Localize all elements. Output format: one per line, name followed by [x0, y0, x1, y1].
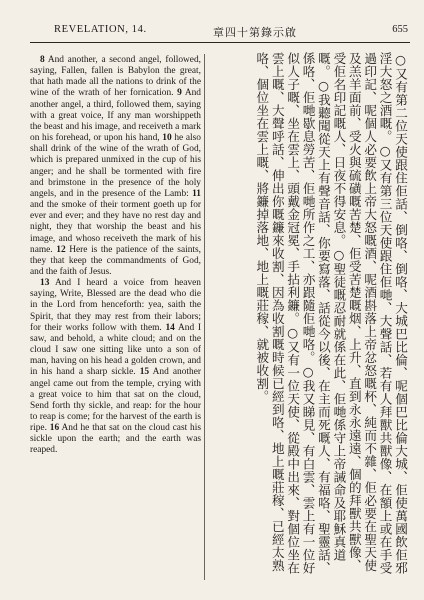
- chinese-text-column: [212, 52, 408, 584]
- column-divider: [204, 54, 205, 580]
- verse-number: 14: [165, 322, 175, 333]
- verse-number: 16: [49, 423, 60, 434]
- verse-text: he also shall drink of the wine of the wrath of God, which is prepared unmixed in the cup of his anger; and he shall be tormented with fire and brimstone in the presence of the holy angels, and in the presence of the Lamb:: [30, 133, 201, 199]
- verse-text: And he that sat on the cloud cast his sickle upon the earth; and the earth was reaped.: [30, 423, 201, 456]
- verse-number: 15: [139, 367, 150, 378]
- verse-text: And another angel, a third, followed them, saying with a great voice, If any man worshippeth the beast and his image, and receiveth a mark on his forehead, or upon his hand,: [30, 88, 201, 144]
- verse-number: 12: [56, 244, 66, 255]
- verse-text: And I saw, and behold, a white cloud; and on the cloud I saw one sitting like unto a son of man, having on his head a golden crown, and in his hand a sharp sickle.: [30, 322, 201, 378]
- english-text-column: [30, 55, 201, 580]
- english-running-title: REVELATION, 14.: [54, 24, 147, 35]
- verse-number: 10: [162, 133, 172, 144]
- verse-number: 11: [192, 188, 201, 199]
- verse-text: And I heard a voice from heaven saying, Write, Blessed are the dead who die in the Lord from henceforth: yea, saith the Spirit, that they may rest from their labors; for their works follow with them.: [30, 278, 201, 333]
- verse-text: And another, a second angel, followed, saying, Fallen, fallen is Babylon the great, that hath made all the nations to drink of the wine of the wrath of her fornication.: [30, 55, 201, 99]
- verse-text: And another angel came out from the temple, crying with a great voice to him that sat on the cloud, Send forth thy sickle, and reap: for the hour to reap is come; for the harvest of the earth is ripe.: [30, 367, 201, 434]
- english-paragraph: [30, 278, 201, 457]
- verse-number: 13: [40, 278, 50, 289]
- page-header: [30, 24, 410, 40]
- chinese-running-title: 章四十第錄示啟: [213, 27, 297, 39]
- english-paragraph: [30, 55, 201, 278]
- verse-text: and the smoke of their torment goeth up for ever and ever; and they have no rest day and night, they that worship the beast and his image, and whoso receiveth the mark of his name.: [30, 200, 201, 255]
- header-rule: [30, 42, 410, 43]
- chinese-paragraph: ○又有第二位天使跟住佢話、倒咯、倒咯、大城巴比倫、呢個巴比倫大城、佢使萬國飲佢邪淫大怒之酒嘅。○又有第三位天使跟住佢哋、大聲話、若有人拜獸共獸像、在額上或在手受過印記、呢個人必要飲上帝大怒嘅酒、呢酒斟落上帝忿怒嘅杯、純而不雜、佢必要在聖天使及羔羊面前、受火與硫磺嘅苦楚、佢受苦楚嘅烟、上升、直到永永遠遠、個的拜獸共獸像、受佢名印記嘅人、日夜不得安息。○聖徒嘅忍耐就係在此、佢哋係守上帝誡命及耶穌真道嘅。○我聽聞從天上有聲音話、你要寫落、話從今以後、在主而死嘅人、有福咯、聖靈話、係咯、佢哋歇息勞苦、佢哋所作之工、亦跟隨佢哋咯。○我又睇見、有白雲、雲上有一位好似人子嘅、坐在雲上、頭戴金冠冕、手拈利鐮。○又有一位天使、從殿中出來、對個位坐在雲上嘅、大聲呼話、伸出你嘅鐮來收割、因為收割嘅時候已經到咯、地上嘅莊稼、已經太熟咯、個位坐在雲上嘅、將鐮掉落地、地上嘅莊稼、就被收割。: [254, 52, 408, 575]
- page-number: 655: [392, 24, 408, 35]
- verse-number: 9: [177, 88, 182, 99]
- verse-text: Here is the patience of the saints, they that keep the commandments of God, and the faith of Jesus.: [30, 244, 201, 277]
- verse-number: 8: [40, 55, 45, 65]
